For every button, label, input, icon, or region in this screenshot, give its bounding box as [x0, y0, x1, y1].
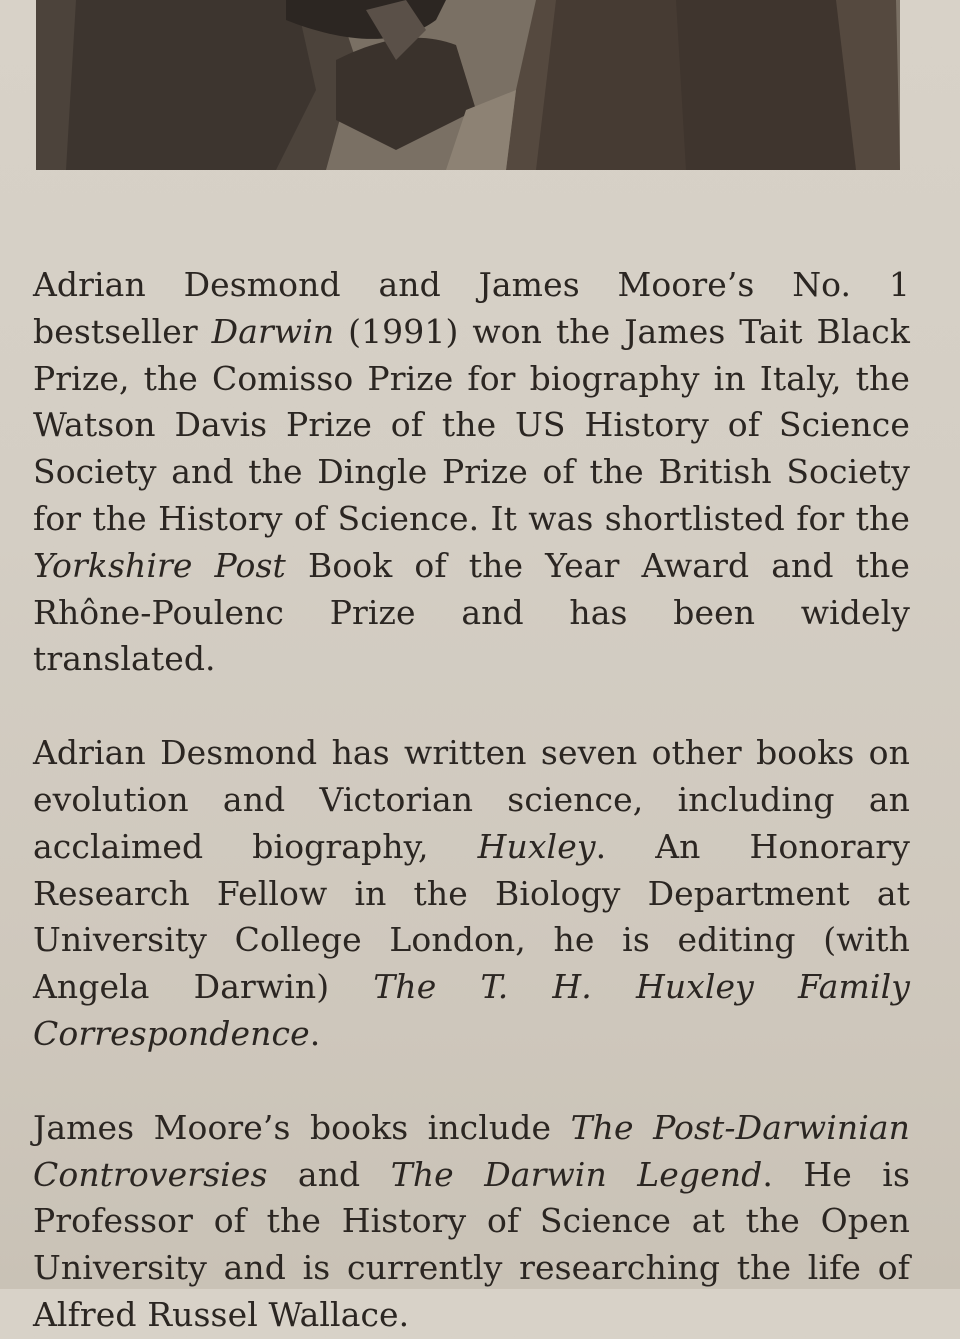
- book-title: The Post-Darwinian Controversies: [33, 1107, 911, 1194]
- bio-paragraph-1: Adrian Desmond and James Moore’s No. 1 bestseller Darwin (1991) won the James Tait Black Prize, the Comisso Prize for biography in Italy, the Watson Davis Prize of the US History of Science Society and the Dingle Prize of the British Society for the History of Science. It was shortlisted for the Yorkshire Post Book of the Year Award and the Rhône-Poulenc Prize and has been widely translated.: [33, 265, 910, 679]
- bio-paragraph-3: James Moore’s books include The Post-Darwinian Controversies and The Darwin Legend. He is Professor of the History of Science at the Open University and is currently researching the life of Alfred Russel Wallace.: [33, 1107, 911, 1334]
- book-title: Huxley: [477, 826, 596, 866]
- book-title: Darwin: [211, 311, 335, 351]
- author-biography: [33, 262, 910, 1339]
- author-photo: [36, 0, 900, 170]
- award-name: Yorkshire Post: [33, 545, 286, 585]
- book-title: The Darwin Legend: [390, 1154, 763, 1194]
- bio-paragraph-2: Adrian Desmond has written seven other books on evolution and Victorian science, including an acclaimed biography, Huxley. An Honorary Research Fellow in the Biology Department at University College London, he is editing (with Angela Darwin) The T. H. Huxley Family Correspondence.: [33, 733, 910, 1053]
- book-title: The T. H. Huxley Family Correspondence: [33, 967, 910, 1053]
- author-photo-icon: [36, 0, 900, 170]
